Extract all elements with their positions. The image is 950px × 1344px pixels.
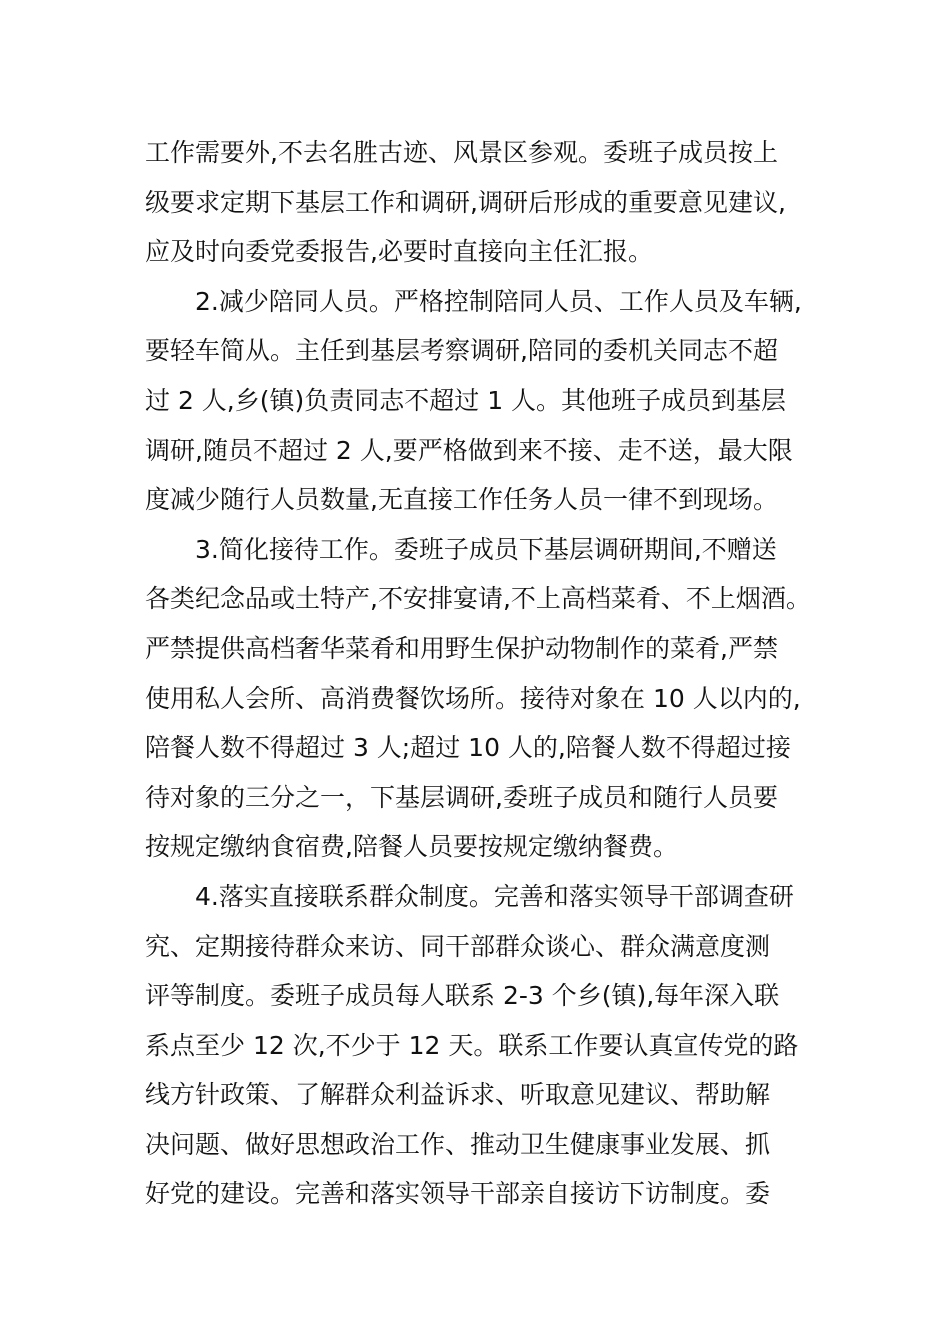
document-body [145, 128, 815, 1219]
text-line: 严禁提供高档奢华菜肴和用野生保护动物制作的菜肴,严禁 [145, 633, 778, 663]
text-line: 线方针政策、了解群众利益诉求、听取意见建议、帮助解 [145, 1080, 771, 1110]
text-line: 各类纪念品或土特产,不安排宴请,不上高档菜肴、不上烟酒。 [145, 584, 811, 614]
paragraph-4-first-line: 4.落实直接联系群众制度。完善和落实领导干部调查研 [195, 881, 794, 911]
text-line: 应及时向委党委报告,必要时直接向主任汇报。 [145, 237, 653, 267]
paragraph-2-first-line: 2.减少陪同人员。严格控制陪同人员、工作人员及车辆, [195, 286, 802, 316]
text-line: 工作需要外,不去名胜古迹、风景区参观。委班子成员按上 [145, 138, 778, 167]
text-line: 过 2 人,乡(镇)负责同志不超过 1 人。其他班子成员到基层 [145, 385, 787, 415]
text-line: 按规定缴纳食宿费,陪餐人员要按规定缴纳餐费。 [145, 832, 678, 862]
text-line: 评等制度。委班子成员每人联系 2-3 个乡(镇),每年深入联 [145, 981, 780, 1011]
text-line: 好党的建设。完善和落实领导干部亲自接访下访制度。委 [145, 1179, 771, 1209]
paragraph-3-first-line: 3.简化接待工作。委班子成员下基层调研期间,不赠送 [195, 534, 777, 564]
text-line: 待对象的三分之一，下基层调研,委班子成员和随行人员要 [145, 782, 778, 812]
text-line: 决问题、做好思想政治工作、推动卫生健康事业发展、抓 [145, 1129, 771, 1159]
text-line: 要轻车简从。主任到基层考察调研,陪同的委机关同志不超 [145, 336, 778, 366]
text-line: 级要求定期下基层工作和调研,调研后形成的重要意见建议, [145, 187, 786, 217]
text-line: 使用私人会所、高消费餐饮场所。接待对象在 10 人以内的, [145, 683, 801, 713]
text-line: 陪餐人数不得超过 3 人;超过 10 人的,陪餐人数不得超过接 [145, 733, 791, 763]
text-line: 调研,随员不超过 2 人,要严格做到来不接、走不送，最大限 [145, 435, 793, 465]
text-line: 究、定期接待群众来访、同干部群众谈心、群众满意度测 [145, 931, 771, 961]
text-line: 系点至少 12 次,不少于 12 天。联系工作要认真宣传党的路 [145, 1030, 799, 1060]
text-line: 度减少随行人员数量,无直接工作任务人员一律不到现场。 [145, 485, 778, 515]
